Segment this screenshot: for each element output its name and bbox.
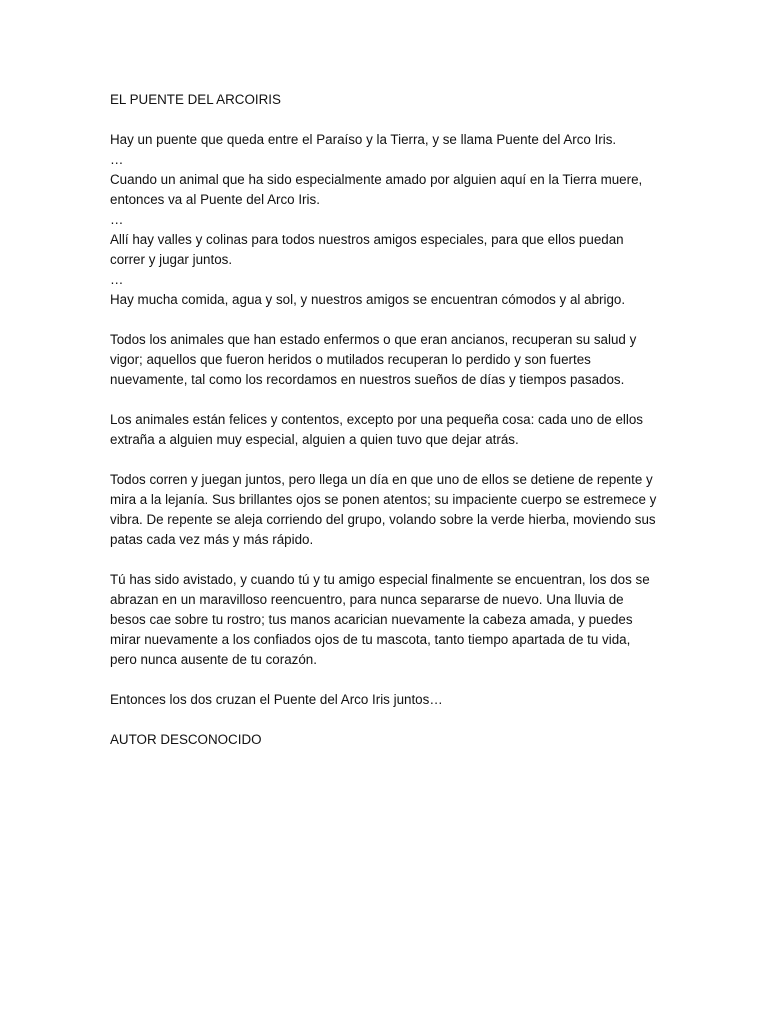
document-title: EL PUENTE DEL ARCOIRIS [110, 92, 281, 107]
spacer [110, 310, 658, 330]
intro-line-4: Hay mucha comida, agua y sol, y nuestros amigos se encuentran cómodos y al abrigo. [110, 292, 626, 307]
spacer [110, 390, 658, 410]
ellipsis-separator-1: … [110, 152, 124, 167]
spacer [110, 670, 658, 690]
intro-line-1: Hay un puente que queda entre el Paraíso y la Tierra, y se llama Puente del Arco Iris. [110, 132, 617, 147]
paragraph-5: Entonces los dos cruzan el Puente del Arco Iris juntos… [110, 692, 443, 707]
ellipsis-separator-2: … [110, 212, 124, 227]
paragraph-2: Los animales están felices y contentos, excepto por una pequeña cosa: cada uno de ellos extraña a alguien muy especial, alguien a quien tuvo que dejar atrás. [110, 412, 644, 447]
author-signature: AUTOR DESCONOCIDO [110, 732, 262, 747]
intro-line-3: Allí hay valles y colinas para todos nuestros amigos especiales, para que ellos puedan correr y jugar juntos. [110, 232, 624, 267]
paragraph-4: Tú has sido avistado, y cuando tú y tu amigo especial finalmente se encuentran, los dos se abrazan en un maravilloso reencuentro, para nunca separarse de nuevo. Una lluvia de besos cae sobre tu rostro; tus manos acarician nuevamente la cabeza amada, y puedes mirar nuevamente a los confiados ojos de tu mascota, tanto tiempo apartada de tu vida, pero nunca ausente de tu corazón. [110, 572, 650, 667]
spacer [110, 450, 658, 470]
paragraph-1: Todos los animales que han estado enfermos o que eran ancianos, recuperan su salud y vigor; aquellos que fueron heridos o mutilados recuperan lo perdido y son fuertes nuevamente, tal como los recordamos en nuestros sueños de días y tiempos pasados. [110, 332, 637, 387]
document-body [110, 90, 658, 750]
spacer [110, 550, 658, 570]
intro-line-2: Cuando un animal que ha sido especialmente amado por alguien aquí en la Tierra muere, entonces va al Puente del Arco Iris. [110, 172, 643, 207]
ellipsis-separator-3: … [110, 272, 124, 287]
spacer [110, 110, 658, 130]
spacer [110, 710, 658, 730]
paragraph-3: Todos corren y juegan juntos, pero llega un día en que uno de ellos se detiene de repente y mira a la lejanía. Sus brillantes ojos se ponen atentos; su impaciente cuerpo se estremece y vibra. De repente se aleja corriendo del grupo, volando sobre la verde hierba, moviendo sus patas cada vez más y más rápido. [110, 472, 657, 547]
